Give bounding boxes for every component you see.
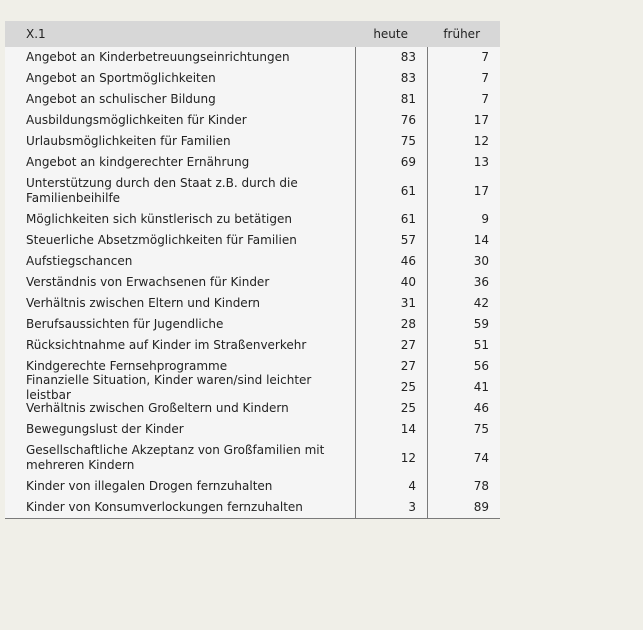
row-label: Urlaubsmöglichkeiten für Familien [26,134,231,148]
value-heute: 12 [400,450,416,465]
value-heute: 4 [408,479,416,493]
value-heute: 75 [400,134,416,148]
value-frueher: 46 [473,401,489,415]
value-heute: 27 [400,338,416,352]
header-frueher: früher [443,27,480,41]
table-row [5,209,500,230]
value-frueher: 78 [473,479,489,493]
value-heute: 76 [400,113,416,127]
value-frueher: 59 [473,317,489,331]
row-label: Angebot an Kinderbetreuungseinrichtungen [26,50,290,64]
table-body [5,47,500,518]
table-row [5,497,500,518]
value-frueher: 17 [473,113,489,127]
value-heute: 83 [400,71,416,85]
value-frueher: 51 [473,338,489,352]
value-heute: 69 [400,155,416,169]
table-row [5,476,500,497]
header-label-col: X.1 [26,27,46,41]
row-label: Kinder von Konsumverlockungen fernzuhalten [26,500,303,514]
value-frueher: 41 [473,380,489,394]
row-label: Kindgerechte Fernsehprogramme [26,359,228,373]
value-heute: 25 [400,380,416,394]
table-row [5,419,500,440]
table-row [5,314,500,335]
row-label: Angebot an schulischer Bildung [26,92,216,106]
value-frueher: 12 [473,134,489,148]
value-frueher: 74 [473,450,489,465]
table-row [5,335,500,356]
row-label: Unterstützung durch den Staat z.B. durch die Familienbeihilfe [26,176,298,205]
value-frueher: 56 [473,359,489,373]
row-label: Berufsaussichten für Jugendliche [26,317,224,331]
value-frueher: 7 [481,50,489,64]
table-row [5,89,500,110]
value-frueher: 9 [481,212,489,226]
row-label: Angebot an Sportmöglichkeiten [26,71,216,85]
table-row [5,131,500,152]
value-heute: 57 [400,233,416,247]
row-label: Verhältnis zwischen Eltern und Kindern [26,296,261,310]
row-label: Rücksichtnahme auf Kinder im Straßenverkehr [26,338,307,352]
row-label: Verhältnis zwischen Großeltern und Kindern [26,401,289,415]
value-heute: 61 [400,212,416,226]
table-row [5,251,500,272]
value-heute: 83 [400,50,416,64]
row-label: Kinder von illegalen Drogen fernzuhalten [26,479,273,493]
value-heute: 14 [400,422,416,436]
value-frueher: 89 [473,500,489,514]
value-heute: 46 [400,254,416,268]
value-frueher: 13 [473,155,489,169]
table-header [5,21,500,47]
row-label: Aufstiegschancen [26,254,133,268]
value-frueher: 42 [473,296,489,310]
value-frueher: 14 [473,233,489,247]
value-frueher: 7 [481,71,489,85]
header-heute: heute [373,27,408,41]
value-heute: 31 [400,296,416,310]
row-label: Möglichkeiten sich künstlerisch zu betätigen [26,212,292,226]
value-heute: 40 [400,275,416,289]
table-row [5,68,500,89]
row-label: Bewegungslust der Kinder [26,422,184,436]
value-frueher: 75 [473,422,489,436]
value-heute: 81 [400,92,416,106]
value-heute: 27 [400,359,416,373]
value-heute: 25 [400,401,416,415]
row-label: Ausbildungsmöglichkeiten für Kinder [26,113,247,127]
row-label: Finanzielle Situation, Kinder waren/sind leichter leistbar [26,372,312,402]
data-table [5,21,500,519]
table-row [5,230,500,251]
row-label: Verständnis von Erwachsenen für Kinder [26,275,270,289]
table-row [5,110,500,131]
value-heute: 61 [400,183,416,198]
table-row [5,440,500,476]
value-frueher: 7 [481,92,489,106]
table-row [5,398,500,419]
table-row [5,152,500,173]
value-heute: 28 [400,317,416,331]
table-bottom-border [5,518,500,519]
value-frueher: 17 [473,183,489,198]
value-heute: 3 [408,500,416,514]
row-label: Gesellschaftliche Akzeptanz von Großfamilien mit mehreren Kindern [26,443,325,472]
value-frueher: 36 [473,275,489,289]
row-label: Angebot an kindgerechter Ernährung [26,155,250,169]
table-row [5,173,500,209]
row-label: Steuerliche Absetzmöglichkeiten für Familien [26,233,297,247]
table-row [5,293,500,314]
table-row [5,272,500,293]
table-row [5,372,500,402]
table-row [5,47,500,68]
value-frueher: 30 [473,254,489,268]
